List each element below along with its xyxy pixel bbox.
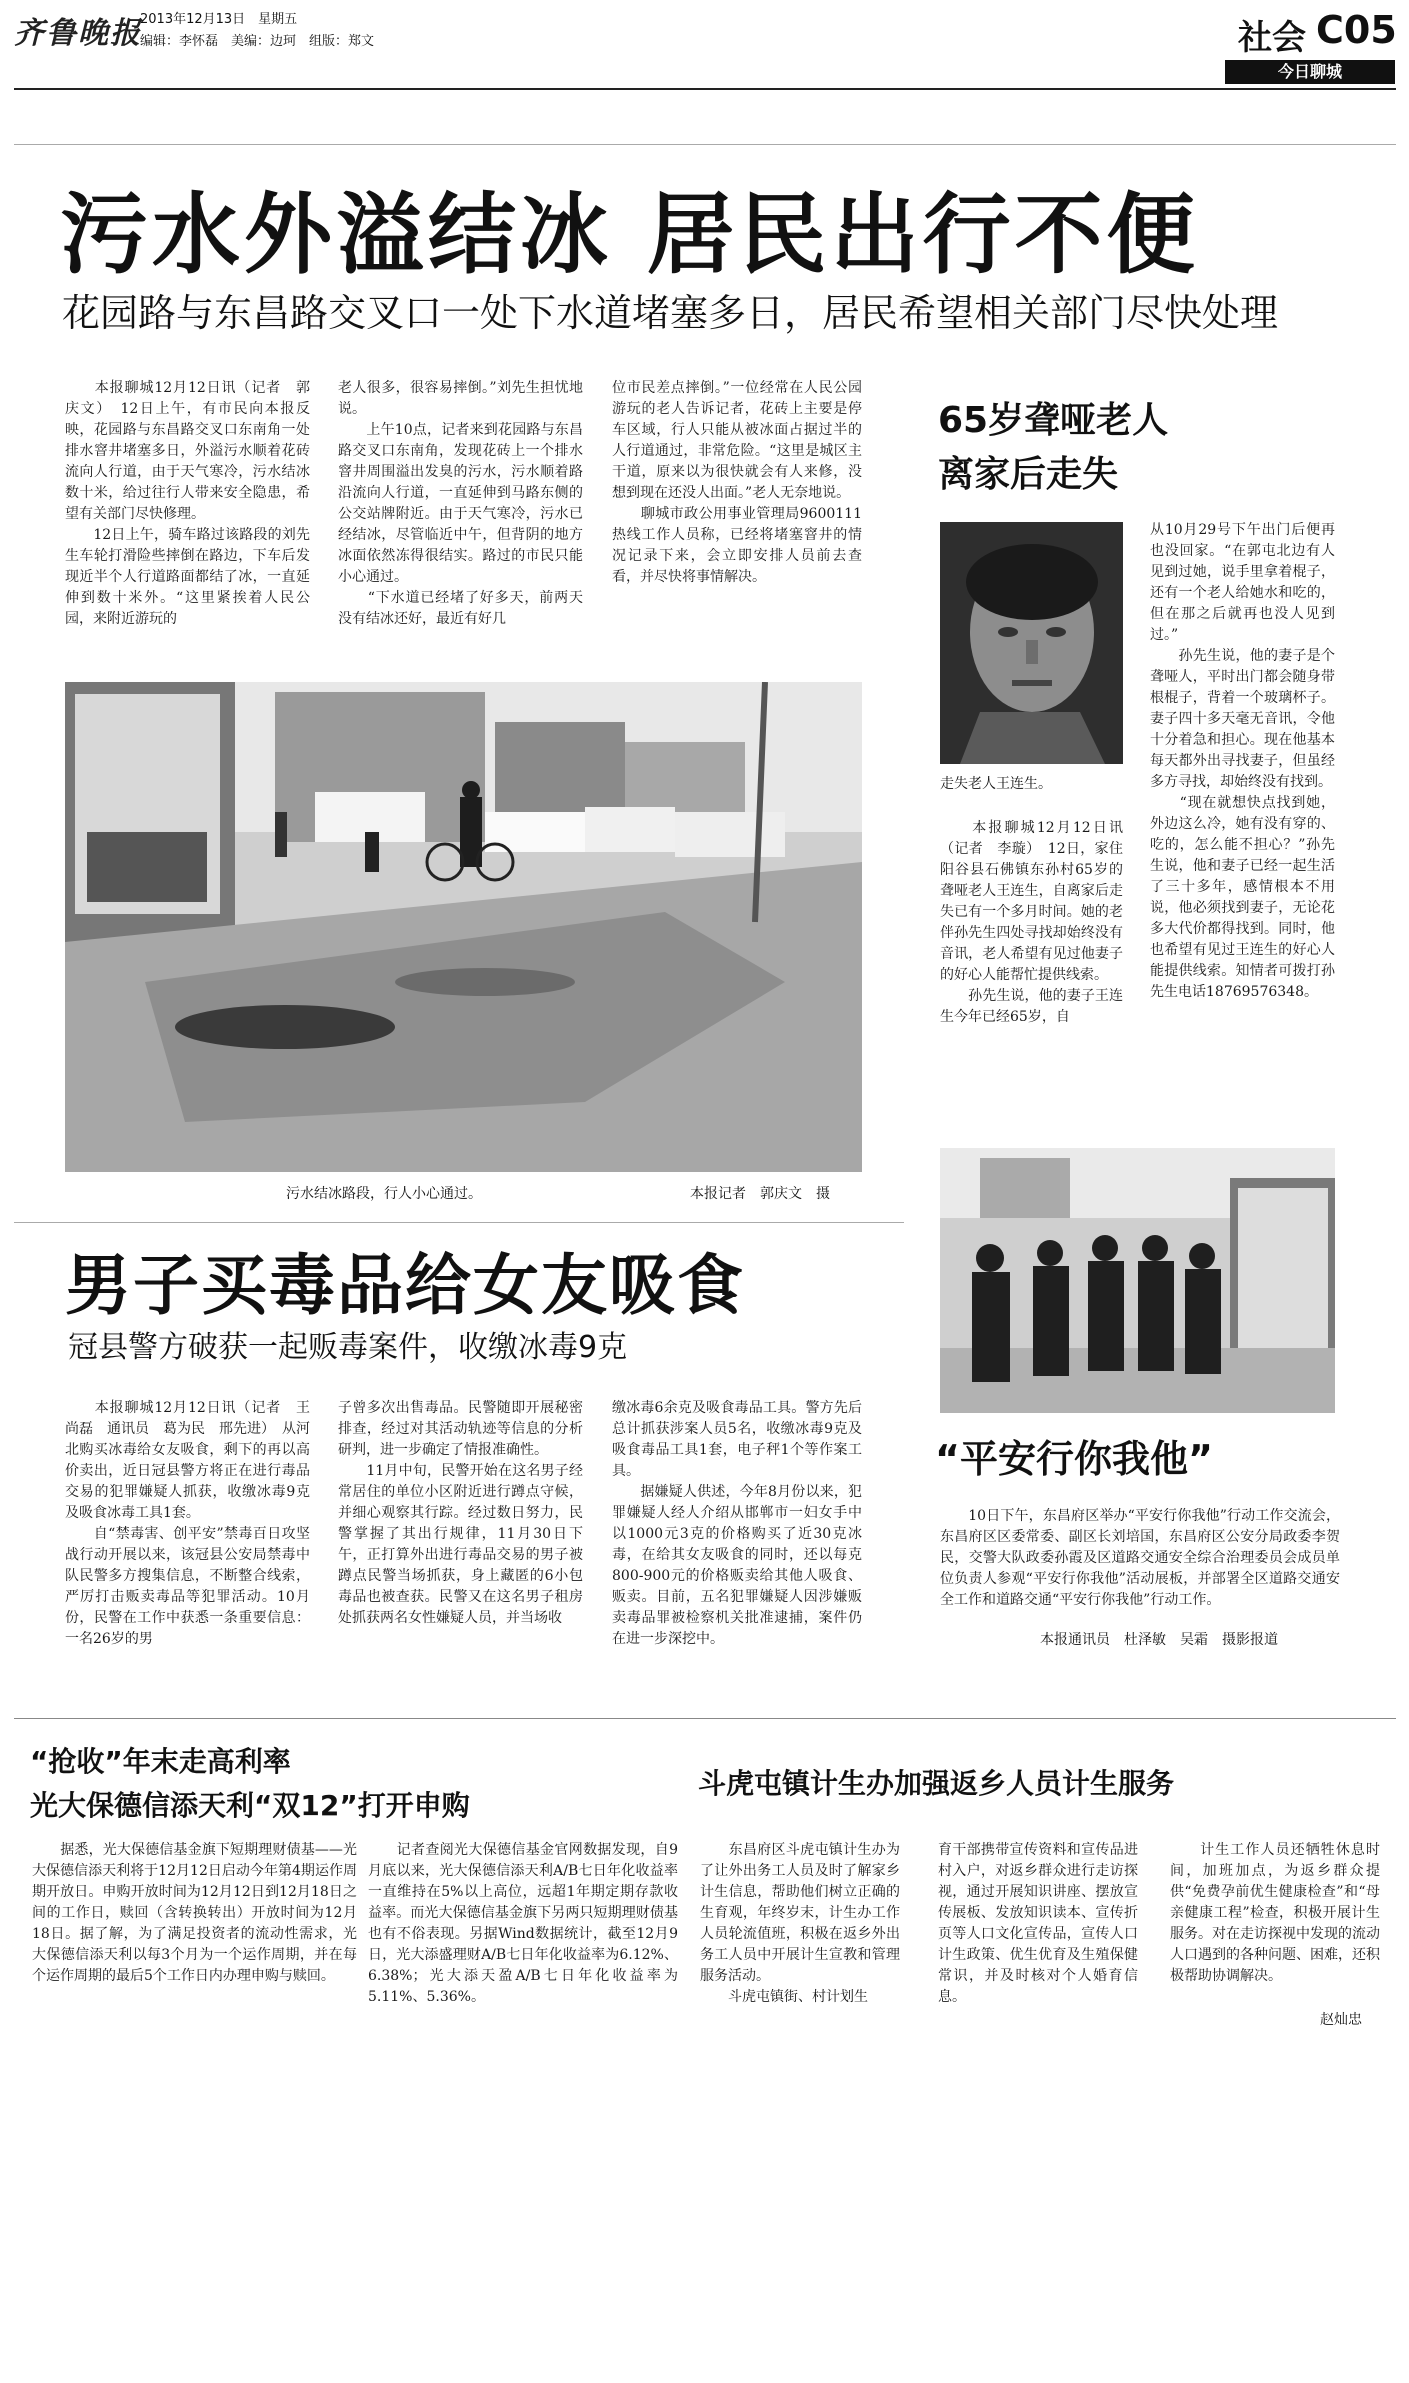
masthead-rule xyxy=(14,88,1396,90)
drugs-subhead: 冠县警方破获一起贩毒案件，收缴冰毒9克 xyxy=(68,1330,628,1365)
drugs-column-2: 子曾多次出售毒品。民警随即开展秘密排查，经过对其活动轨迹等信息的分析研判，进一步确定了情报准确性。 11月中旬，民警开始在这名男子经常居住的单位小区附近进行蹲点守候，并细心观察其行踪。经过数日努力，民警掌握了其出行规律，11月30日下午，正打算外出进行毒品交易的男子被蹲点民警当场抓获，身上藏匿的6小包毒品也被查获。民警又在这名男子租房处抓获两名女性嫌疑人员，并当场收 xyxy=(338,1400,583,1626)
drugs-top-rule xyxy=(14,1222,904,1223)
family-headline: 斗虎屯镇计生办加强返乡人员计生服务 xyxy=(698,1767,1175,1800)
fund-headline-line1: “抢收”年末走高利率 xyxy=(30,1745,291,1778)
frozen-sidewalk-illustration xyxy=(65,682,862,1172)
bottom-divider xyxy=(14,1718,1396,1719)
lead-photo-credit: 本报记者 郭庆文 摄 xyxy=(690,1186,830,1202)
safety-credit: 本报通讯员 杜泽敏 吴霜 摄影报道 xyxy=(1040,1632,1278,1648)
group-illustration xyxy=(940,1148,1335,1413)
lead-column-1: 本报聊城12月12日讯（记者 郭庆文） 12日上午，有市民向本报反映，花园路与东昌路交叉口东南角一处排水窨井堵塞多日，外溢污水顺着花砖流向人行道，由于天气寒冷，污水结冰数十米，给过往行人带来安全隐患，希望有关部门尽快修理。 12日上午，骑车路过该路段的刘先生车轮打滑险些摔倒在路边，下车后发现近半个人行道路面都结了冰，一直延伸到数十米外。“这里紧挨着人民公园，来附近游玩的 xyxy=(65,380,310,627)
missing-headline-line1: 65岁聋哑老人 xyxy=(938,400,1169,441)
drugs-column-1: 本报聊城12月12日讯（记者 王尚磊 通讯员 葛为民 邢先进） 从河北购买冰毒给女友吸食，剩下的再以高价卖出，近日冠县警方将正在进行毒品交易的犯罪嫌疑人抓获，收缴冰毒9克及吸食冰毒工具1套。 自“禁毒害、创平安”禁毒百日攻坚战行动开展以来，该冠县公安局禁毒中队民警多方搜集信息，不断整合线索，严厉打击贩卖毒品等犯罪活动。10月份，民警在工作中获悉一条重要信息：一名26岁的男 xyxy=(65,1400,310,1647)
lead-headline: 污水外溢结冰 居民出行不便 xyxy=(60,183,1199,286)
missing-person-photo xyxy=(940,522,1123,764)
missing-column-right: 从10月29号下午出门后便再也没回家。“在郭屯北边有人见到过她，说手里拿着棍子，还有一个老人给她水和吃的，但在那之后就再也没人见到过。” 孙先生说，他的妻子是个聋哑人，平时出门都会随身带根棍子，背着一个玻璃杯子。妻子四十多天毫无音讯，令他十分着急和担心。现在他基本每天都外出寻找妻子，但虽经多方寻找，却始终没有找到。 “现在就想快点找到她，外边这么冷，她有没有穿的、吃的，怎么能不担心？”孙先生说，他和妻子已经一起生活了三十多年，感情根本不用说，他必须找到妻子，无论花多大代价都得找到。同时，他也希望有见过王连生的好心人能提供线索。知情者可拨打孙先生电话18769576348。 xyxy=(1150,522,1335,1000)
safety-headline: “平安行你我他” xyxy=(935,1437,1213,1481)
safety-event-photo xyxy=(940,1148,1335,1413)
fund-column-1: 据悉，光大保德信基金旗下短期理财债基——光大保德信添天利将于12月12日启动今年第4期运作周期开放日。申购开放时间为12月12日到12月18日之间的工作日，赎回（含转换转出）开放时间为12月18日。据了解，为了满足投资者的流动性需求，光大保德信添天利以每3个月为一个运作周期，并在每个运作周期的最后5个工作日内办理申购与赎回。 xyxy=(32,1842,357,1984)
missing-photo-caption: 走失老人王连生。 xyxy=(940,776,1052,792)
lead-column-3: 位市民差点摔倒。”一位经常在人民公园游玩的老人告诉记者，花砖上主要是停车区域，行人只能从被冰面占据过半的人行道通过，非常危险。“这里是城区主干道，原来以为很快就会有人来修，没想到现在还没人出面。”老人无奈地说。 聊城市政公用事业管理局9600111热线工作人员称，已经将堵塞窨井的情况记录下来，会立即安排人员前去查看，并尽快将事情解决。 xyxy=(612,380,862,585)
family-column-3: 计生工作人员还牺牲休息时间，加班加点，为返乡群众提供“免费孕前优生健康检查”和“母亲健康工程”检查，积极开展计生服务。对在走访探视中发现的流动人口遇到的各种问题、困难，还积极帮助协调解决。 xyxy=(1170,1842,1380,1984)
portrait-illustration xyxy=(940,522,1123,764)
fund-column-2: 记者查阅光大保德信基金官网数据发现，自9月底以来，光大保德信添天利A/B七日年化收益率一直维持在5%以上高位，远超1年期定期存款收益率。而光大保德信基金旗下另两只短期理财债基也有不俗表现。另据Wind数据统计，截至12月9日，光大添盛理财A/B七日年化收益率为6.12%、6.38%；光大添天盈A/B七日年化收益率为5.11%、5.36%。 xyxy=(368,1842,678,2005)
family-byline: 赵灿忠 xyxy=(1320,2012,1362,2028)
missing-column-left: 本报聊城12月12日讯（记者 李璇） 12日，家住阳谷县石佛镇东孙村65岁的聋哑老人王连生，自离家后走失已有一个多月时间。她的老伴孙先生四处寻找却始终没有音讯，老人希望有见过他妻子的好心人能帮忙提供线索。 孙先生说，他的妻子王连生今年已经65岁，自 xyxy=(940,820,1123,1025)
issue-date: 2013年12月13日 星期五 xyxy=(140,12,298,27)
missing-headline-line2: 离家后走失 xyxy=(938,454,1119,495)
editor-credits: 编辑：李怀磊 美编：边珂 组版：郑文 xyxy=(140,34,375,49)
family-column-1: 东昌府区斗虎屯镇计生办为了让外出务工人员及时了解家乡计生信息，帮助他们树立正确的生育观，年终岁末，计生办工作人员轮流值班，积极在返乡外出务工人员中开展计生宣教和管理服务活动。 斗虎屯镇街、村计划生 xyxy=(700,1842,900,2005)
frozen-sidewalk-photo xyxy=(65,682,862,1172)
subsection-badge: 今日聊城 xyxy=(1225,60,1395,84)
section-name: 社会 xyxy=(1238,18,1306,58)
lead-column-2: 老人很多，很容易摔倒。”刘先生担忧地说。 上午10点，记者来到花园路与东昌路交叉口东南角，发现花砖上一个排水窨井周围溢出发臭的污水，污水顺着路沿流向人行道，一直延伸到马路东侧的公交站牌附近。由于天气寒冷，污水已经结冰，尽管临近中午，但背阴的地方冰面依然冻得很结实。路过的市民只能小心通过。 “下水道已经堵了好多天，前两天没有结冰还好，最近有好几 xyxy=(338,380,583,627)
fund-headline-line2: 光大保德信添天利“双12”打开申购 xyxy=(30,1789,470,1822)
drugs-column-3: 缴冰毒6余克及吸食毒品工具。警方先后总计抓获涉案人员5名，收缴冰毒9克及吸食毒品工具1套，电子秤1个等作案工具。 据嫌疑人供述，今年8月份以来，犯罪嫌疑人经人介绍从邯郸市一妇女手中以1000元3克的价格购买了近30克冰毒，在给其女友吸食的同时，还以每克800-900元的价格贩卖给其他人吸食、贩卖。目前，五名犯罪嫌疑人因涉嫌贩卖毒品罪被检察机关批准逮捕，案件仍在进一步深挖中。 xyxy=(612,1400,862,1647)
page-number: C05 xyxy=(1316,8,1397,52)
drugs-headline: 男子买毒品给女友吸食 xyxy=(65,1247,745,1324)
lead-subhead: 花园路与东昌路交叉口一处下水道堵塞多日，居民希望相关部门尽快处理 xyxy=(62,291,1279,335)
family-column-2: 育干部携带宣传资料和宣传品进村入户，对返乡群众进行走访探视，通过开展知识讲座、摆放宣传展板、发放知识读本、宣传折页等人口文化宣传品，宣传人口计生政策、优生优育及生殖保健常识，并及时核对个人婚育信息。 xyxy=(938,1842,1138,2005)
newspaper-logo: 齐鲁晚报 xyxy=(14,16,142,51)
lead-photo-caption: 污水结冰路段，行人小心通过。 xyxy=(286,1186,482,1202)
masthead-rule-thin xyxy=(14,144,1396,145)
safety-body: 10日下午，东昌府区举办“平安行你我他”行动工作交流会，东昌府区区委常委、副区长刘培国，东昌府区公安分局政委李贺民，交警大队政委孙霞及区道路交通安全综合治理委员会成员单位负责人参观“平安行你我他”活动展板，并部署全区道路交通安全工作和道路交通“平安行你我他”行动工作。 xyxy=(940,1508,1340,1608)
